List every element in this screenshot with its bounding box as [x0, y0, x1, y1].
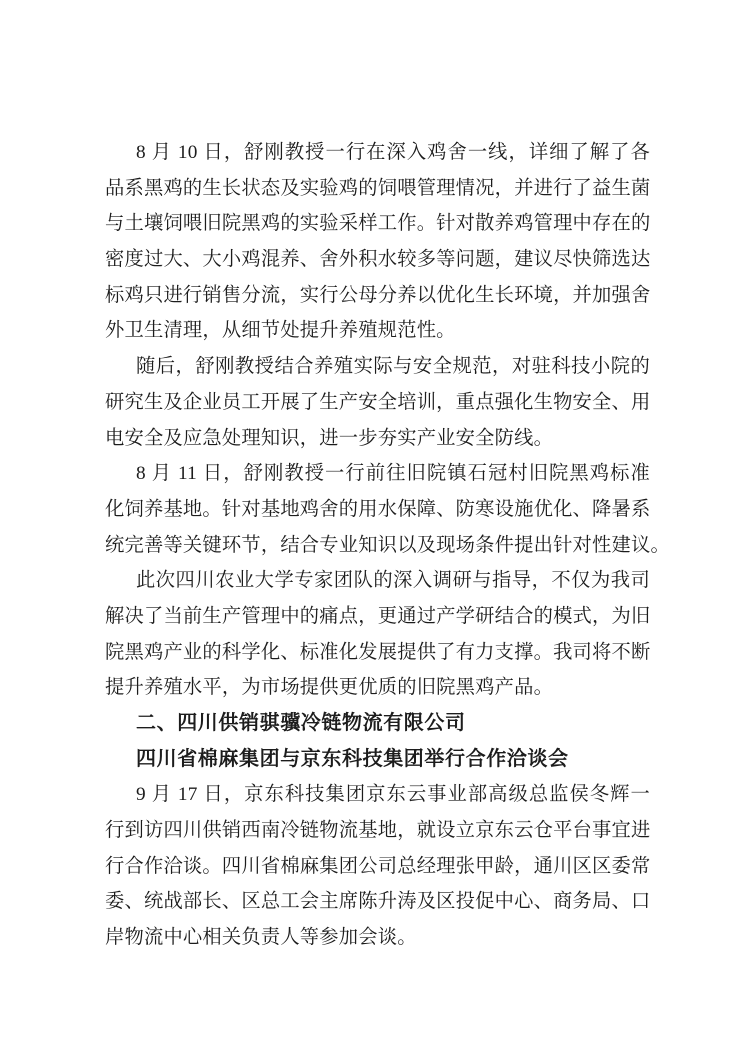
body-line: 委、统战部长、区总工会主席陈升涛及区投促中心、商务局、口: [105, 891, 651, 913]
body-line: 行到访四川供销西南冷链物流基地，就设立京东云仓平台事宜进: [105, 820, 651, 842]
body-line: 化饲养基地。针对基地鸡舍的用水保障、防寒设施优化、降暑系: [105, 498, 651, 520]
body-line: 统完善等关键环节，结合专业知识以及现场条件提出针对性建议。: [105, 534, 670, 556]
body-line: 9 月 17 日，京东科技集团京东云事业部高级总监侯冬辉一: [136, 784, 650, 806]
section-heading: 二、四川供销骐骥冷链物流有限公司: [136, 712, 466, 734]
body-line: 8 月 10 日，舒刚教授一行在深入鸡舍一线，详细了解了各: [136, 142, 650, 163]
body-line: 岸物流中心相关负责人等参加会谈。: [105, 927, 417, 949]
body-line: 行合作洽谈。四川省棉麻集团公司总经理张甲龄，通川区区委常: [105, 855, 651, 877]
body-line: 与土壤饲喂旧院黑鸡的实验采样工作。针对散养鸡管理中存在的: [105, 213, 651, 235]
body-line: 提升养殖水平，为市场提供更优质的旧院黑鸡产品。: [105, 677, 554, 699]
body-line: 密度过大、大小鸡混养、舍外积水较多等问题，建议尽快筛选达: [105, 249, 651, 271]
body-line: 研究生及企业员工开展了生产安全培训，重点强化生物安全、用: [105, 391, 651, 413]
body-line: 解决了当前生产管理中的痛点，更通过产学研结合的模式，为旧: [105, 605, 651, 627]
body-line: 此次四川农业大学专家团队的深入调研与指导，不仅为我司: [136, 570, 650, 592]
document-body: [105, 135, 670, 956]
body-line: 随后，舒刚教授结合养殖实际与安全规范，对驻科技小院的: [136, 356, 650, 378]
body-line: 院黑鸡产业的科学化、标准化发展提供了有力支撑。我司将不断: [105, 641, 651, 663]
body-line: 外卫生清理，从细节处提升养殖规范性。: [105, 320, 456, 342]
body-line: 电安全及应急处理知识，进一步夯实产业安全防线。: [105, 427, 554, 449]
body-line: 8 月 11 日，舒刚教授一行前往旧院镇石冠村旧院黑鸡标准: [136, 463, 650, 485]
article-title: 四川省棉麻集团与京东科技集团举行合作洽谈会: [136, 747, 569, 770]
body-line: 标鸡只进行销售分流，实行公母分养以优化生长环境，并加强舍: [105, 284, 651, 306]
body-line: 品系黑鸡的生长状态及实验鸡的饲喂管理情况，并进行了益生菌: [105, 177, 651, 199]
